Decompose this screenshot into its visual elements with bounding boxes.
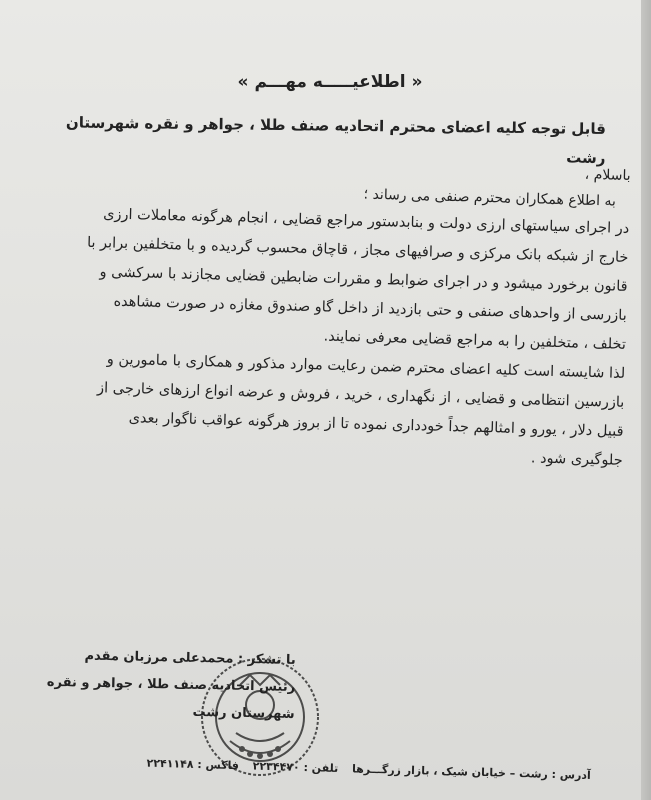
signature-thanks: با تشکر : محمدعلی مرزبان مقدم: [84, 648, 296, 668]
paragraph1-line: تخلف ، متخلفین را به مراجع قضایی معرفی نمایند.: [323, 328, 627, 353]
footer-phone: تلفن : ۲۲۳۴۴۷۰: [252, 759, 339, 775]
footer-address: آدرس : رشت – خیابان شیک ، بازار زرگـــرها: [351, 762, 591, 782]
page-edge: [641, 0, 651, 800]
announcement-body: [22, 146, 631, 476]
paragraph2-line: لذا شایسته است کلیه اعضای محترم ضمن رعایت موارد مذکور و همکاری با مامورین و: [106, 351, 626, 382]
paragraph2-line: قبیل دلار ، یورو و امثالهم جداً خودداری نموده تا از بروز هرگونه عواقب ناگوار بعدی: [128, 410, 624, 440]
announcement-heading: « اطلاعیـــــه مهـــم »: [237, 72, 423, 92]
footer-fax: فاکس : ۲۲۴۱۱۴۸: [146, 756, 240, 773]
intro-line: به اطلاع همکاران محترم صنفی می رساند ؛: [363, 186, 617, 210]
signature-block: [14, 641, 296, 728]
paragraph1-line: قانون برخورد میشود و در اجرای ضوابط و مقررات ضابطین قضایی مجازند با سرکشی و: [99, 264, 628, 295]
paragraph1-line: بازرسی از واحدهای صنفی و حتی بازدید از داخل گاو صندوق مغازه در صورت مشاهده: [113, 293, 627, 324]
signature-title: رئیس اتحادیه صنف طلا ، جواهر و نقره شهرستان رشت: [46, 674, 296, 722]
paragraph1-line: در اجرای سیاستهای ارزی دولت و بنابدستور مراجع قضایی ، انجام هرگونه معاملات ارزی: [102, 206, 630, 237]
announcement-subtitle: قابل توجه کلیه اعضای محترم اتحادیه صنف طلا ، جواهر و نقره شهرستان رشت: [65, 113, 606, 167]
paragraph2-line: بازرسین انتظامی و قضایی ، از نگهداری ، خرید ، فروش و عرضه انواع ارزهای خارجی از: [96, 380, 625, 411]
greeting-line: باسلام ،: [584, 166, 631, 184]
paragraph2-line: جلوگیری شود .: [530, 450, 623, 469]
paragraph1-line: خارج از شبکه بانک مرکزی و صرافیهای مجاز ، قاچاق محسوب گردیده و با متخلفین برابر با: [86, 234, 629, 266]
